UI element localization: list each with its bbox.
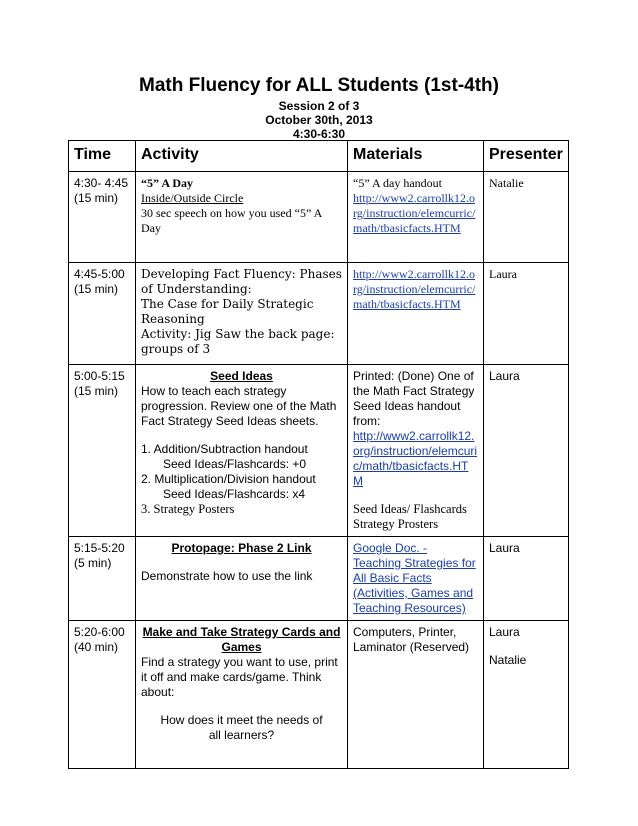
duration: (15 min) xyxy=(74,384,119,398)
duration: (40 min) xyxy=(74,640,119,654)
time-range: 5:15-5:20 xyxy=(74,541,125,555)
column-header-time: Time xyxy=(69,141,136,172)
list-item: Seed Ideas/Flashcards: x4 xyxy=(163,487,306,501)
time-range: 4:30- 4:45 xyxy=(74,176,129,190)
duration: (15 min) xyxy=(74,191,119,205)
activity-line: Developing Fact Fluency: Phases of Understanding: xyxy=(141,267,342,296)
materials-link[interactable]: http://www2.carrollk12.org/instruction/elemcurric/math/tbasicfacts.HTM xyxy=(353,267,476,311)
table-header-row xyxy=(69,141,569,172)
list-item: 3. Strategy Posters xyxy=(141,502,235,516)
materials-cell xyxy=(348,172,484,263)
activity-title: Protopage: Phase 2 Link xyxy=(171,541,312,555)
activity-cell xyxy=(136,172,348,263)
materials-text: “5” A day handout xyxy=(353,176,442,190)
presenter-name: Natalie xyxy=(489,653,527,667)
table-row xyxy=(69,263,569,365)
time-range: 4:45-5:00 xyxy=(74,267,125,281)
time-cell xyxy=(69,365,136,537)
materials-cell xyxy=(348,263,484,365)
presenter-cell: Natalie xyxy=(484,172,569,263)
activity-cell xyxy=(136,263,348,365)
activity-title: Make and Take Strategy Cards and Games xyxy=(142,625,341,654)
activity-cell xyxy=(136,621,348,769)
presenter-cell: Laura xyxy=(484,537,569,621)
time-cell xyxy=(69,621,136,769)
column-header-materials: Materials xyxy=(348,141,484,172)
list-item: 1. Addition/Subtraction handout xyxy=(141,442,308,456)
activity-title: Seed Ideas xyxy=(210,369,273,383)
presenter-cell: Laura xyxy=(484,365,569,537)
list-item: Seed Ideas/Flashcards: +0 xyxy=(163,457,307,471)
time-range: 5:00-5:15 xyxy=(74,369,125,383)
duration: (15 min) xyxy=(74,282,119,296)
time-cell xyxy=(69,537,136,621)
duration: (5 min) xyxy=(74,556,112,570)
table-row xyxy=(69,172,569,263)
table-row xyxy=(69,537,569,621)
activity-cell xyxy=(136,365,348,537)
presenter-cell: Laura xyxy=(484,263,569,365)
activity-line: The Case for Daily Strategic Reasoning xyxy=(141,297,314,326)
presenter-name: Laura xyxy=(489,625,520,639)
activity-text: Demonstrate how to use the link xyxy=(141,569,313,583)
agenda-table xyxy=(68,140,569,769)
materials-cell xyxy=(348,365,484,537)
activity-title: “5” A Day xyxy=(141,176,194,190)
activity-text: How to teach each strategy progression. Review one of the Math Fact Strategy Seed Ideas sheets. xyxy=(141,384,337,428)
materials-link[interactable]: Google Doc. - Teaching Strategies for All Basic Facts (Activities, Games and Teaching Resources) xyxy=(353,541,476,615)
column-header-presenter: Presenter xyxy=(484,141,569,172)
materials-cell: Computers, Printer, Laminator (Reserved) xyxy=(348,621,484,769)
time-cell xyxy=(69,263,136,365)
activity-question: How does it meet the needs of all learners? xyxy=(160,713,323,742)
presenter-cell xyxy=(484,621,569,769)
activity-line: Activity: Jig Saw the back page: groups of 3 xyxy=(141,327,335,356)
table-row xyxy=(69,365,569,537)
materials-link[interactable]: http://www2.carrollk12.org/instruction/elemcurric/math/tbasicfacts.HTM xyxy=(353,191,476,235)
document-title: Math Fluency for ALL Students (1st-4th) xyxy=(139,75,499,96)
materials-extra: Seed Ideas/ Flashcards Strategy Prosters xyxy=(353,502,467,531)
activity-text: Find a strategy you want to use, print it off and make cards/game. Think about: xyxy=(141,655,338,699)
materials-text: Printed: (Done) One of the Math Fact Strategy Seed Ideas handout from: xyxy=(353,369,475,428)
table-row xyxy=(69,621,569,769)
activity-cell xyxy=(136,537,348,621)
materials-link[interactable]: http://www2.carrollk12.org/instruction/elemcuric/math/tbasicfacts.HTM xyxy=(353,429,478,488)
session-time: 4:30-6:30 xyxy=(292,127,346,141)
materials-cell xyxy=(348,537,484,621)
session-label: Session 2 of 3 xyxy=(278,99,360,113)
activity-text: 30 sec speech on how you used “5” A Day xyxy=(141,206,322,235)
time-range: 5:20-6:00 xyxy=(74,625,125,639)
column-header-activity: Activity xyxy=(136,141,348,172)
list-item: 2. Multiplication/Division handout xyxy=(141,472,316,486)
activity-link[interactable]: Inside/Outside Circle xyxy=(141,191,244,205)
time-cell xyxy=(69,172,136,263)
session-date: October 30th, 2013 xyxy=(265,113,373,127)
